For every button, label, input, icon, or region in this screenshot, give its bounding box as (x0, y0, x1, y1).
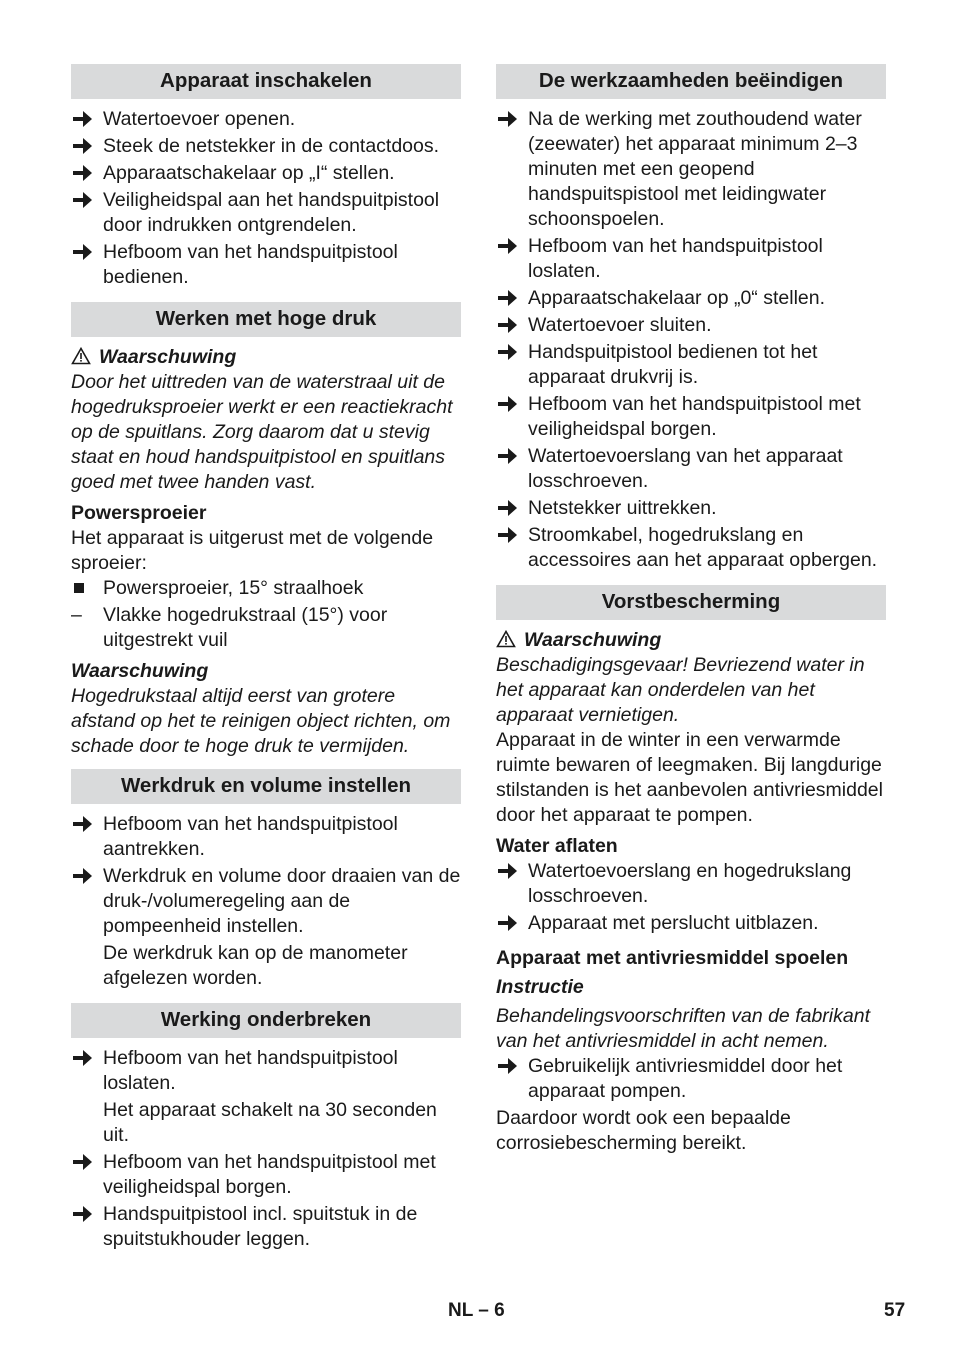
subheading-powersproeier: Powersproeier (71, 502, 207, 524)
step-item: Watertoevoerslang van het apparaat losschroeven. (496, 444, 886, 494)
square-bullet-icon (74, 583, 84, 593)
arrow-right-icon (498, 914, 518, 932)
section-title-werken-met-hoge-druk: Werken met hoge druk (71, 302, 461, 337)
arrow-right-icon (498, 526, 518, 544)
step-item: Handspuitpistool incl. spuitstuk in de spuitstukhouder leggen. (71, 1202, 461, 1252)
step-item: Apparaatschakelaar op „I“ stellen. (71, 161, 461, 186)
arrow-right-icon (498, 289, 518, 307)
footer-section-page: – 6 (478, 1300, 505, 1321)
paragraph: Het apparaat is uitgerust met de volgende sproeier: (71, 527, 434, 574)
arrow-right-icon (73, 191, 93, 209)
arrow-right-icon (73, 110, 93, 128)
bullet-item: – Vlakke hogedrukstraal (15°) voor uitgestrekt vuil (71, 604, 388, 651)
step-item: Watertoevoer sluiten. (496, 313, 886, 338)
step-item: Gebruikelijk antivriesmiddel door het apparaat pompen. (496, 1054, 886, 1104)
step-item: Hefboom van het handspuitpistool met veiligheidspal borgen. (71, 1150, 461, 1200)
arrow-right-icon (498, 110, 518, 128)
paragraph: Daardoor wordt ook een bepaalde corrosiebescherming bereikt. (496, 1107, 791, 1154)
arrow-right-icon (498, 447, 518, 465)
arrow-right-icon (498, 499, 518, 517)
footer-page-number: 57 (884, 1300, 906, 1321)
section-title-werkzaamheden-beeindigen: De werkzaamheden beëindigen (496, 64, 886, 99)
warning-text: Door het uittreden van de waterstraal uit de hogedruksproeier werkt er een reactiekracht op de spuitlans. Zorg daarom dat u stevig staat en houd handspuitpistool en spuitlans goed met twee handen vast. (71, 371, 453, 493)
step-item: Hefboom van het handspuitpistool bedienen. (71, 240, 461, 290)
warning-text: Beschadigingsgevaar! Bevriezend water in het apparaat kan onderdelen van het apparaat vernietigen. (496, 654, 865, 726)
step-item: Steek de netstekker in de contactdoos. (71, 134, 461, 159)
step-item: Netstekker uittrekken. (496, 496, 886, 521)
section-title-werking-onderbreken: Werking onderbreken (71, 1003, 461, 1038)
step-item: Handspuitpistool bedienen tot het apparaat drukvrij is. (496, 340, 886, 390)
step-item: Apparaatschakelaar op „0“ stellen. (496, 286, 886, 311)
step-item: Hefboom van het handspuitpistool loslaten. (71, 1046, 461, 1096)
step-item: Watertoevoerslang en hogedrukslang losschroeven. (496, 859, 886, 909)
footer-page-label (448, 1298, 505, 1323)
right-column (496, 64, 886, 1156)
footer-language: NL (448, 1300, 473, 1321)
bullet-item: Powersproeier, 15° straalhoek (71, 576, 461, 601)
step-item: Stroomkabel, hogedrukslang en accessoires aan het apparaat opbergen. (496, 523, 886, 573)
subheading-water-aflaten: Water aflaten (496, 835, 618, 857)
arrow-right-icon (498, 316, 518, 334)
step-list (71, 107, 461, 290)
step-note: De werkdruk kan op de manometer afgelezen worden. (103, 942, 408, 989)
warning-triangle-icon (71, 347, 91, 365)
arrow-right-icon (73, 1205, 93, 1223)
arrow-right-icon (498, 862, 518, 880)
arrow-right-icon (498, 395, 518, 413)
arrow-right-icon (498, 1057, 518, 1075)
warning-heading: Waarschuwing (71, 345, 461, 370)
step-item: Hefboom van het handspuitpistool loslaten. (496, 234, 886, 284)
arrow-right-icon (73, 867, 93, 885)
warning-heading: Waarschuwing (71, 660, 209, 682)
section-title-apparaat-inschakelen: Apparaat inschakelen (71, 64, 461, 99)
dash-bullet: – (71, 604, 82, 626)
warning-heading: Waarschuwing (496, 628, 886, 653)
arrow-right-icon (73, 137, 93, 155)
step-item: Apparaat met perslucht uitblazen. (496, 911, 886, 936)
left-column (71, 64, 461, 1254)
arrow-right-icon (73, 1153, 93, 1171)
arrow-right-icon (73, 243, 93, 261)
arrow-right-icon (73, 164, 93, 182)
instruction-text: Behandelingsvoorschriften van de fabrikant van het antivriesmiddel in acht nemen. (496, 1005, 870, 1052)
arrow-right-icon (73, 815, 93, 833)
arrow-right-icon (498, 343, 518, 361)
step-note: Het apparaat schakelt na 30 seconden uit. (103, 1099, 437, 1146)
warning-text: Hogedrukstaal altijd eerst van grotere afstand op het te reinigen object richten, om schade door te hoge druk te vermijden. (71, 685, 451, 757)
step-item: Na de werking met zouthoudend water (zeewater) het apparaat minimum 2–3 minuten met een geopend handspuitspistool met leidingwater schoonspoelen. (496, 107, 886, 232)
section-title-werkdruk: Werkdruk en volume instellen (71, 769, 461, 804)
paragraph: Apparaat in de winter in een verwarmde ruimte bewaren of leegmaken. Bij langdurige stilstanden is het aanbevolen antivriesmiddel door het apparaat te pompen. (496, 729, 883, 826)
subheading-antivriesmiddel: Apparaat met antivriesmiddel spoelen (496, 947, 849, 969)
arrow-right-icon (73, 1049, 93, 1067)
step-item: Hefboom van het handspuitpistool aantrekken. (71, 812, 461, 862)
section-title-vorstbescherming: Vorstbescherming (496, 585, 886, 620)
step-item: Veiligheidspal aan het handspuitpistool door indrukken ontgrendelen. (71, 188, 461, 238)
instruction-heading: Instructie (496, 976, 584, 998)
step-item: Hefboom van het handspuitpistool met veiligheidspal borgen. (496, 392, 886, 442)
warning-triangle-icon (496, 630, 516, 648)
step-item: Werkdruk en volume door draaien van de druk-/volumeregeling aan de pompeenheid instellen. (71, 864, 461, 939)
arrow-right-icon (498, 237, 518, 255)
step-item: Watertoevoer openen. (71, 107, 461, 132)
